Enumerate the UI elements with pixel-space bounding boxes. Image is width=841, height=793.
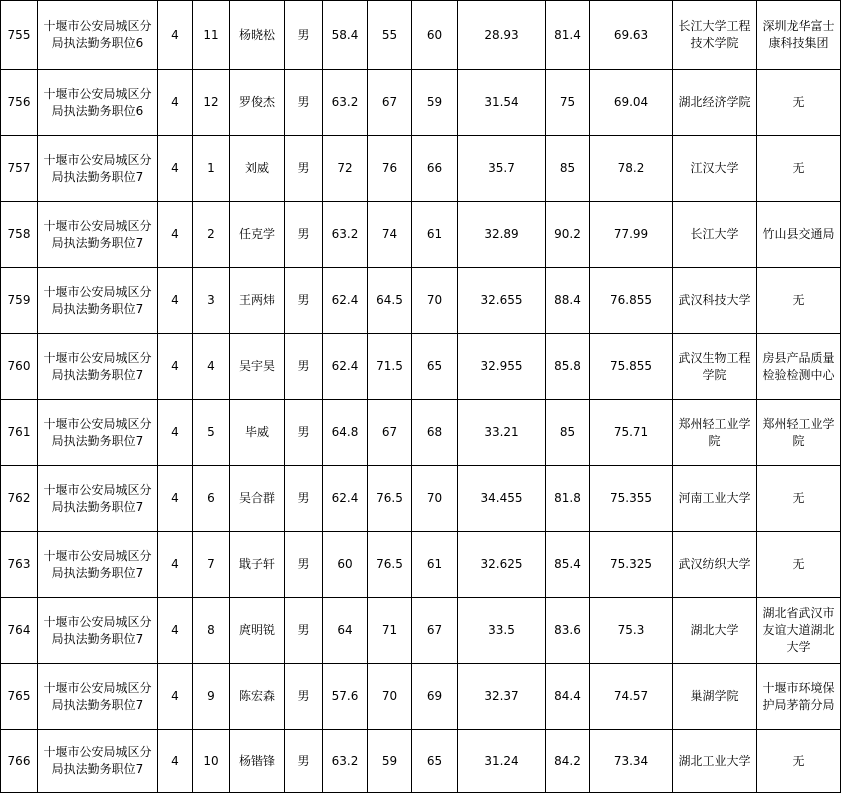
- position-cell: 十堰市公安局城区分局执法勤务职位7: [38, 598, 158, 664]
- school-cell: 河南工业大学: [673, 466, 757, 532]
- total-score-cell: 75.855: [590, 334, 673, 400]
- interview-score-cell: 85: [546, 400, 590, 466]
- score-2-cell: 67: [368, 400, 412, 466]
- rank-cell: 4: [193, 334, 230, 400]
- seq-cell: 764: [1, 598, 38, 664]
- count-cell: 4: [158, 1, 193, 70]
- seq-cell: 755: [1, 1, 38, 70]
- rank-cell: 7: [193, 532, 230, 598]
- position-cell: 十堰市公安局城区分局执法勤务职位6: [38, 70, 158, 136]
- rank-cell: 8: [193, 598, 230, 664]
- gender-cell: 男: [285, 268, 323, 334]
- count-cell: 4: [158, 730, 193, 793]
- school-cell: 武汉生物工程学院: [673, 334, 757, 400]
- school-cell: 湖北大学: [673, 598, 757, 664]
- total-score-cell: 78.2: [590, 136, 673, 202]
- interview-score-cell: 85: [546, 136, 590, 202]
- employer-cell: 竹山县交通局: [757, 202, 841, 268]
- written-score-cell: 35.7: [458, 136, 546, 202]
- name-cell: 刘威: [230, 136, 285, 202]
- score-2-cell: 55: [368, 1, 412, 70]
- table-row: [1, 70, 841, 136]
- score-1-cell: 64: [323, 598, 368, 664]
- rank-cell: 9: [193, 664, 230, 730]
- seq-cell: 759: [1, 268, 38, 334]
- count-cell: 4: [158, 70, 193, 136]
- name-cell: 毕威: [230, 400, 285, 466]
- score-3-cell: 70: [412, 466, 458, 532]
- employer-cell: 郑州轻工业学院: [757, 400, 841, 466]
- written-score-cell: 32.655: [458, 268, 546, 334]
- score-2-cell: 59: [368, 730, 412, 793]
- table-row: [1, 1, 841, 70]
- written-score-cell: 32.955: [458, 334, 546, 400]
- count-cell: 4: [158, 664, 193, 730]
- employer-cell: 湖北省武汉市友谊大道湖北大学: [757, 598, 841, 664]
- school-cell: 武汉科技大学: [673, 268, 757, 334]
- total-score-cell: 75.3: [590, 598, 673, 664]
- written-score-cell: 34.455: [458, 466, 546, 532]
- employer-cell: 无: [757, 730, 841, 793]
- seq-cell: 761: [1, 400, 38, 466]
- score-2-cell: 70: [368, 664, 412, 730]
- score-2-cell: 71.5: [368, 334, 412, 400]
- rank-cell: 12: [193, 70, 230, 136]
- total-score-cell: 77.99: [590, 202, 673, 268]
- rank-cell: 1: [193, 136, 230, 202]
- employer-cell: 无: [757, 466, 841, 532]
- written-score-cell: 33.21: [458, 400, 546, 466]
- total-score-cell: 69.63: [590, 1, 673, 70]
- position-cell: 十堰市公安局城区分局执法勤务职位7: [38, 268, 158, 334]
- name-cell: 吴宇昊: [230, 334, 285, 400]
- gender-cell: 男: [285, 598, 323, 664]
- rank-cell: 10: [193, 730, 230, 793]
- name-cell: 杨锴锋: [230, 730, 285, 793]
- interview-score-cell: 85.4: [546, 532, 590, 598]
- table-body: [1, 1, 841, 793]
- position-cell: 十堰市公安局城区分局执法勤务职位7: [38, 136, 158, 202]
- score-3-cell: 70: [412, 268, 458, 334]
- score-3-cell: 66: [412, 136, 458, 202]
- written-score-cell: 31.24: [458, 730, 546, 793]
- interview-score-cell: 81.8: [546, 466, 590, 532]
- total-score-cell: 75.355: [590, 466, 673, 532]
- name-cell: 罗俊杰: [230, 70, 285, 136]
- written-score-cell: 32.37: [458, 664, 546, 730]
- rank-cell: 6: [193, 466, 230, 532]
- score-3-cell: 67: [412, 598, 458, 664]
- name-cell: 庹明锐: [230, 598, 285, 664]
- count-cell: 4: [158, 466, 193, 532]
- table-row: [1, 598, 841, 664]
- table-row: [1, 730, 841, 793]
- written-score-cell: 33.5: [458, 598, 546, 664]
- total-score-cell: 76.855: [590, 268, 673, 334]
- gender-cell: 男: [285, 70, 323, 136]
- position-cell: 十堰市公安局城区分局执法勤务职位6: [38, 1, 158, 70]
- table-row: [1, 202, 841, 268]
- score-1-cell: 62.4: [323, 268, 368, 334]
- score-1-cell: 63.2: [323, 730, 368, 793]
- seq-cell: 760: [1, 334, 38, 400]
- interview-score-cell: 84.2: [546, 730, 590, 793]
- employer-cell: 房县产品质量检验检测中心: [757, 334, 841, 400]
- name-cell: 陈宏森: [230, 664, 285, 730]
- total-score-cell: 75.325: [590, 532, 673, 598]
- score-1-cell: 60: [323, 532, 368, 598]
- name-cell: 戢子轩: [230, 532, 285, 598]
- score-3-cell: 68: [412, 400, 458, 466]
- score-2-cell: 71: [368, 598, 412, 664]
- rank-cell: 11: [193, 1, 230, 70]
- table-row: [1, 334, 841, 400]
- written-score-cell: 28.93: [458, 1, 546, 70]
- written-score-cell: 32.625: [458, 532, 546, 598]
- score-2-cell: 76.5: [368, 466, 412, 532]
- score-3-cell: 61: [412, 202, 458, 268]
- position-cell: 十堰市公安局城区分局执法勤务职位7: [38, 466, 158, 532]
- school-cell: 湖北工业大学: [673, 730, 757, 793]
- name-cell: 杨晓松: [230, 1, 285, 70]
- gender-cell: 男: [285, 202, 323, 268]
- interview-score-cell: 88.4: [546, 268, 590, 334]
- score-2-cell: 76: [368, 136, 412, 202]
- count-cell: 4: [158, 598, 193, 664]
- employer-cell: 无: [757, 136, 841, 202]
- score-1-cell: 62.4: [323, 334, 368, 400]
- employer-cell: 深圳龙华富士康科技集团: [757, 1, 841, 70]
- seq-cell: 757: [1, 136, 38, 202]
- seq-cell: 763: [1, 532, 38, 598]
- employer-cell: 十堰市环境保护局茅箭分局: [757, 664, 841, 730]
- seq-cell: 765: [1, 664, 38, 730]
- name-cell: 王两炜: [230, 268, 285, 334]
- interview-score-cell: 84.4: [546, 664, 590, 730]
- table-row: [1, 664, 841, 730]
- table-row: [1, 400, 841, 466]
- score-3-cell: 69: [412, 664, 458, 730]
- position-cell: 十堰市公安局城区分局执法勤务职位7: [38, 202, 158, 268]
- gender-cell: 男: [285, 400, 323, 466]
- position-cell: 十堰市公安局城区分局执法勤务职位7: [38, 400, 158, 466]
- seq-cell: 756: [1, 70, 38, 136]
- written-score-cell: 31.54: [458, 70, 546, 136]
- score-1-cell: 63.2: [323, 70, 368, 136]
- score-1-cell: 57.6: [323, 664, 368, 730]
- written-score-cell: 32.89: [458, 202, 546, 268]
- count-cell: 4: [158, 334, 193, 400]
- gender-cell: 男: [285, 466, 323, 532]
- gender-cell: 男: [285, 334, 323, 400]
- score-1-cell: 62.4: [323, 466, 368, 532]
- total-score-cell: 75.71: [590, 400, 673, 466]
- seq-cell: 762: [1, 466, 38, 532]
- interview-score-cell: 83.6: [546, 598, 590, 664]
- interview-score-cell: 75: [546, 70, 590, 136]
- seq-cell: 758: [1, 202, 38, 268]
- table-row: [1, 136, 841, 202]
- count-cell: 4: [158, 268, 193, 334]
- school-cell: 武汉纺织大学: [673, 532, 757, 598]
- count-cell: 4: [158, 532, 193, 598]
- table-row: [1, 466, 841, 532]
- school-cell: 长江大学: [673, 202, 757, 268]
- score-1-cell: 64.8: [323, 400, 368, 466]
- name-cell: 任克学: [230, 202, 285, 268]
- score-1-cell: 63.2: [323, 202, 368, 268]
- gender-cell: 男: [285, 730, 323, 793]
- score-1-cell: 58.4: [323, 1, 368, 70]
- count-cell: 4: [158, 136, 193, 202]
- position-cell: 十堰市公安局城区分局执法勤务职位7: [38, 334, 158, 400]
- position-cell: 十堰市公安局城区分局执法勤务职位7: [38, 532, 158, 598]
- school-cell: 长江大学工程技术学院: [673, 1, 757, 70]
- table-row: [1, 532, 841, 598]
- total-score-cell: 73.34: [590, 730, 673, 793]
- score-3-cell: 65: [412, 730, 458, 793]
- count-cell: 4: [158, 400, 193, 466]
- school-cell: 江汉大学: [673, 136, 757, 202]
- score-2-cell: 67: [368, 70, 412, 136]
- gender-cell: 男: [285, 532, 323, 598]
- rank-cell: 5: [193, 400, 230, 466]
- gender-cell: 男: [285, 136, 323, 202]
- count-cell: 4: [158, 202, 193, 268]
- score-1-cell: 72: [323, 136, 368, 202]
- table-row: [1, 268, 841, 334]
- score-3-cell: 60: [412, 1, 458, 70]
- score-2-cell: 64.5: [368, 268, 412, 334]
- seq-cell: 766: [1, 730, 38, 793]
- interview-score-cell: 85.8: [546, 334, 590, 400]
- score-2-cell: 76.5: [368, 532, 412, 598]
- score-3-cell: 59: [412, 70, 458, 136]
- name-cell: 吴合群: [230, 466, 285, 532]
- rank-cell: 2: [193, 202, 230, 268]
- score-3-cell: 61: [412, 532, 458, 598]
- score-2-cell: 74: [368, 202, 412, 268]
- interview-score-cell: 81.4: [546, 1, 590, 70]
- interview-score-cell: 90.2: [546, 202, 590, 268]
- position-cell: 十堰市公安局城区分局执法勤务职位7: [38, 730, 158, 793]
- school-cell: 郑州轻工业学院: [673, 400, 757, 466]
- employer-cell: 无: [757, 532, 841, 598]
- total-score-cell: 74.57: [590, 664, 673, 730]
- position-cell: 十堰市公安局城区分局执法勤务职位7: [38, 664, 158, 730]
- gender-cell: 男: [285, 664, 323, 730]
- employer-cell: 无: [757, 268, 841, 334]
- score-3-cell: 65: [412, 334, 458, 400]
- school-cell: 巢湖学院: [673, 664, 757, 730]
- gender-cell: 男: [285, 1, 323, 70]
- school-cell: 湖北经济学院: [673, 70, 757, 136]
- total-score-cell: 69.04: [590, 70, 673, 136]
- rank-cell: 3: [193, 268, 230, 334]
- employer-cell: 无: [757, 70, 841, 136]
